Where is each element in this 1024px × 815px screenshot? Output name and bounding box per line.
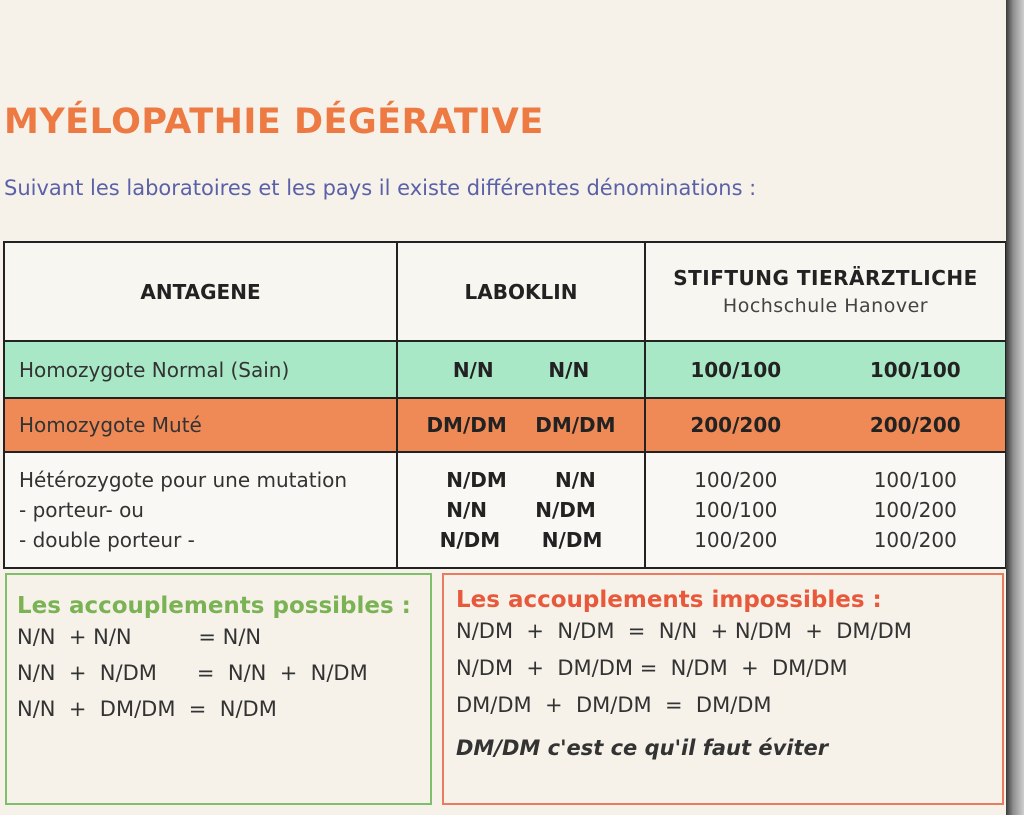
genotype-value: 100/200	[873, 498, 957, 522]
header-hanover	[645, 242, 1006, 341]
genotype-value: N/DM	[541, 528, 603, 552]
genotype-value: N/N	[554, 468, 596, 492]
genotype-value: N/DM	[535, 498, 596, 522]
genotype-value: 200/200	[869, 413, 961, 437]
mating-equation: N/N + DM/DM = N/DM	[17, 697, 277, 721]
genotype-value: N/N	[548, 357, 590, 382]
header-laboklin: LABOKLIN	[397, 242, 645, 341]
header-hanover-main: STIFTUNG TIERÄRZTLICHE	[673, 265, 978, 290]
hanover-cell	[645, 398, 1006, 452]
laboklin-cell	[397, 398, 645, 452]
nomenclature-table	[3, 241, 1007, 569]
mating-equation: DM/DM + DM/DM = DM/DM	[456, 693, 772, 717]
page-subtitle: Suivant les laboratoires et les pays il existe différentes dénominations :	[4, 176, 757, 200]
possible-matings-box	[5, 573, 432, 805]
mating-equation: N/DM + N/DM = N/N + N/DM + DM/DM	[456, 619, 912, 643]
genotype-value: DM/DM	[426, 413, 507, 437]
header-hanover-sub: Hochschule Hanover	[722, 294, 929, 317]
header-antagene: ANTAGENE	[4, 242, 397, 341]
table-row-homozygote-mute	[4, 398, 1006, 452]
hanover-cell	[645, 341, 1006, 398]
mating-equation: N/DM + DM/DM = N/DM + DM/DM	[456, 656, 848, 680]
row-label: Homozygote Muté	[4, 398, 397, 452]
genotype-value: N/DM	[439, 528, 501, 552]
genotype-value: 100/200	[873, 528, 957, 552]
table-row-homozygote-normal	[4, 341, 1006, 398]
row-label	[4, 452, 397, 568]
row-label-line: - porteur- ou	[19, 498, 144, 522]
genotype-value: N/N	[446, 498, 487, 522]
impossible-matings-box	[442, 573, 1004, 805]
genotype-value: N/N	[452, 357, 494, 382]
possible-matings-heading: Les accouplements possibles :	[17, 593, 411, 619]
page-edge	[1006, 0, 1024, 815]
impossible-matings-heading: Les accouplements impossibles :	[456, 587, 882, 613]
table-header-row	[4, 242, 1006, 341]
genotype-value: 100/200	[694, 468, 778, 492]
row-label-line: Hétérozygote pour une mutation	[19, 468, 348, 492]
row-label: Homozygote Normal (Sain)	[4, 341, 397, 398]
page-title: MYÉLOPATHIE DÉGÉRATIVE	[4, 102, 544, 142]
genotype-value: N/DM	[446, 468, 507, 492]
laboklin-cell	[397, 341, 645, 398]
genotype-value: DM/DM	[535, 413, 616, 437]
mating-equation: N/N + N/DM = N/N + N/DM	[17, 661, 368, 685]
laboklin-cell	[397, 452, 645, 568]
hanover-cell	[645, 452, 1006, 568]
table-row-heterozygote	[4, 452, 1006, 568]
warning-note: DM/DM c'est ce qu'il faut éviter	[456, 736, 829, 760]
genotype-value: 100/200	[694, 528, 778, 552]
genotype-value: 100/100	[690, 357, 782, 382]
genotype-value: 100/100	[694, 498, 778, 522]
genotype-value: 100/100	[869, 357, 961, 382]
genotype-value: 100/100	[873, 468, 957, 492]
row-label-line: - double porteur -	[19, 528, 195, 552]
mating-equation: N/N + N/N = N/N	[17, 625, 262, 649]
genotype-value: 200/200	[690, 413, 782, 437]
